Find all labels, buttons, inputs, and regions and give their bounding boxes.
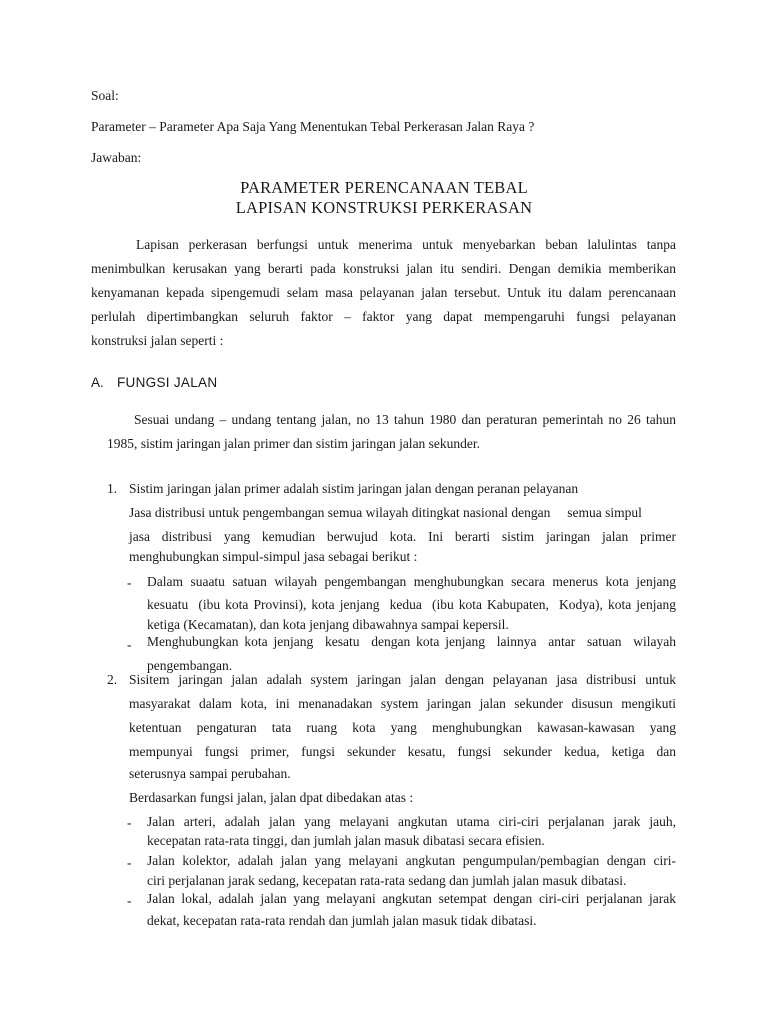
bullet-line: Jalan kolektor, adalah jalan yang melayani angkutan pengumpulan/pembagian dengan ciri- [147, 853, 676, 868]
soal-label: Soal: [91, 88, 119, 103]
bullet-dash: - [127, 575, 132, 590]
bullet-line: ciri perjalanan jarak sedang, kecepatan rata-rata sedang dan jumlah jalan masuk dibatasi. [147, 873, 627, 888]
intro-line: konstruksi jalan seperti : [91, 333, 224, 348]
document-title-line-1: PARAMETER PERENCANAAN TEBAL [240, 178, 528, 197]
bullet-line: ketiga (Kecamatan), dan kota jenjang dibawahnya sampai kepersil. [147, 617, 509, 632]
item-1-marker: 1. [107, 481, 118, 496]
bullet-line: Menghubungkan kota jenjang kesatu dengan kota jenjang lainnya antar satuan wilayah [147, 634, 676, 649]
bullet-line: kecepatan rata-rata tinggi, dan jumlah jalan masuk dibatasi secara efisien. [147, 833, 545, 848]
section-a-para-line: 1985, sistim jaringan jalan primer dan sistim jaringan jalan sekunder. [107, 436, 481, 451]
bullet-line: pengembangan. [147, 658, 233, 673]
intro-line: kenyamanan kepada sipengemudi selam masa pelayanan jalan tersebut. Untuk itu dalam perencanaan [91, 285, 676, 300]
question-text: Parameter – Parameter Apa Saja Yang Menentukan Tebal Perkerasan Jalan Raya ? [91, 119, 535, 134]
bullet-dash: - [127, 637, 132, 652]
item-1-line: menghubungkan simpul-simpul jasa sebagai berikut : [129, 549, 418, 564]
section-a-para-line: Sesuai undang – undang tentang jalan, no 13 tahun 1980 dan peraturan pemerintah no 26 tahun [134, 412, 676, 427]
bullet-dash: - [127, 855, 132, 870]
bullet-line: dekat, kecepatan rata-rata rendah dan jumlah jalan masuk tidak dibatasi. [147, 913, 537, 928]
intro-line: Lapisan perkerasan berfungsi untuk menerima untuk menyebarkan beban lalulintas tanpa [136, 237, 676, 252]
item-2-line: mempunyai fungsi primer, fungsi sekunder kesatu, fungsi sekunder kedua, ketiga dan [129, 744, 676, 759]
item-1-heading: Sistim jaringan jalan primer adalah sistim jaringan jalan dengan peranan pelayanan [129, 481, 579, 496]
bullet-dash: - [127, 893, 132, 908]
intro-line: menimbulkan kerusakan yang berarti pada konstruksi jalan itu sendiri. Dengan demikia memberikan [91, 261, 676, 276]
bullet-line: Dalam suaatu satuan wilayah pengembangan menghubungkan secara menerus kota jenjang [147, 574, 676, 589]
section-a-marker: A. [91, 375, 104, 390]
bullet-dash: - [127, 815, 132, 830]
item-1-line: jasa distribusi yang kemudian berwujud kota. Ini berarti sistim jaringan jalan primer [129, 529, 676, 544]
bullet-line: Jalan lokal, adalah jalan yang melayani angkutan setempat dengan ciri-ciri perjalanan jarak [147, 891, 676, 906]
item-2-subheading: Berdasarkan fungsi jalan, jalan dpat dibedakan atas : [129, 790, 414, 805]
intro-line: perlulah dipertimbangkan seluruh faktor – faktor yang dapat mempengaruhi fungsi pelayanan [91, 309, 676, 324]
section-a-heading: FUNGSI JALAN [117, 375, 218, 390]
item-1-line: Jasa distribusi untuk pengembangan semua wilayah ditingkat nasional dengan semua simpul [129, 505, 642, 520]
bullet-line: kesuatu (ibu kota Provinsi), kota jenjang kedua (ibu kota Kabupaten, Kodya), kota jenjang [147, 597, 676, 612]
item-2-line: masyarakat dalam kota, ini menanadakan system jaringan jalan sekunder disusun mengikuti [129, 696, 676, 711]
item-2-line: Sisitem jaringan jalan adalah system jaringan jalan dengan pelayanan jasa distribusi untuk [129, 672, 676, 687]
document-title-line-2: LAPISAN KONSTRUKSI PERKERASAN [235, 198, 533, 217]
bullet-line: Jalan arteri, adalah jalan yang melayani angkutan utama ciri-ciri perjalanan jarak jauh, [147, 814, 676, 829]
item-2-line: ketentuan pengaturan tata ruang kota yang menghubungkan kawasan-kawasan yang [129, 720, 676, 735]
item-2-marker: 2. [107, 672, 118, 687]
item-2-line: seterusnya sampai perubahan. [129, 766, 291, 781]
jawaban-label: Jawaban: [91, 150, 142, 165]
